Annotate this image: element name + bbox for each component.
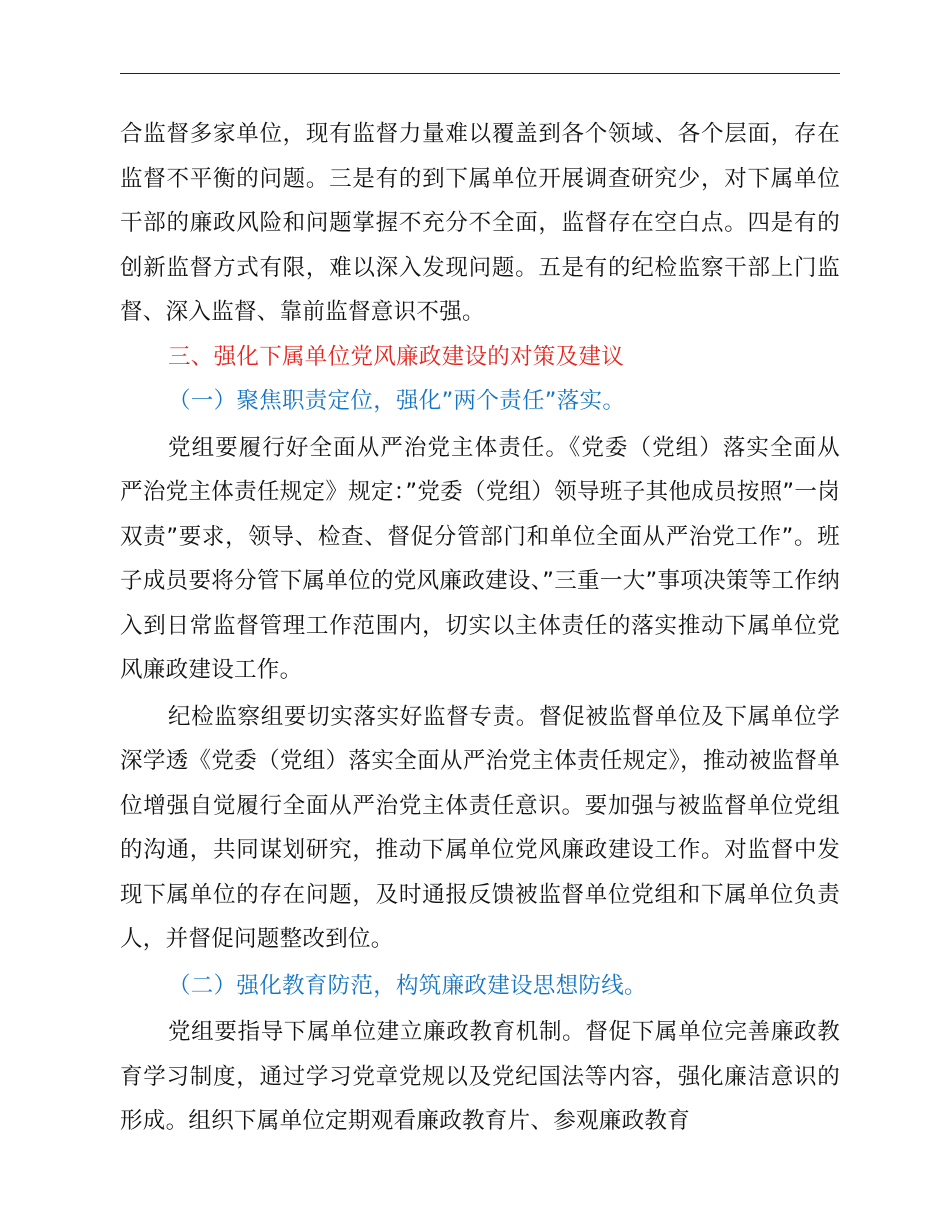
header-rule <box>120 73 840 74</box>
sub-heading-2: （二）强化教育防范，构筑廉政建设思想防线。 <box>168 972 647 999</box>
paragraph: 党组要履行好全面从严治党主体责任。《党委（党组）落实全面从严治党主体责任规定》规定：”党委（党组）领导班子其他成员按照”一岗双责”要求，领导、检查、督促分管部门和单位全面从严治党工作”。班子成员要将分管下属单位的党风廉政建设、”三重一大”事项决策等工作纳入到日常监督管理工作范围内，切实以主体责任的落实推动下属单位党风廉政建设工作。 <box>120 434 840 683</box>
paragraph: 党组要指导下属单位建立廉政教育机制。督促下属单位完善廉政教育学习制度，通过学习党章党规以及党纪国法等内容，强化廉洁意识的形成。组织下属单位定期观看廉政教育片、参观廉政教育 <box>120 1019 840 1134</box>
paragraph-continued: 合监督多家单位，现有监督力量难以覆盖到各个领域、各个层面，存在监督不平衡的问题。三是有的到下属单位开展调查研究少，对下属单位干部的廉政风险和问题掌握不充分不全面，监督存在空白点。四是有的创新监督方式有限，难以深入发现问题。五是有的纪检监察干部上门监督、深入监督、靠前监督意识不强。 <box>120 121 840 325</box>
sub-heading-1: （一）聚焦职责定位，强化”两个责任”落实。 <box>168 388 626 414</box>
paragraph: 纪检监察组要切实落实好监督专责。督促被监督单位及下属单位学深学透《党委（党组）落实全面从严治党主体责任规定》，推动被监督单位增强自觉履行全面从严治党主体责任意识。要加强与被监督单位党组的沟通，共同谋划研究，推动下属单位党风廉政建设工作。对监督中发现下属单位的存在问题，及时通报反馈被监督单位党组和下属单位负责人，并督促问题整改到位。 <box>120 703 840 952</box>
section-heading: 三、强化下属单位党风廉政建设的对策及建议 <box>168 343 625 370</box>
document-body <box>120 112 840 1144</box>
